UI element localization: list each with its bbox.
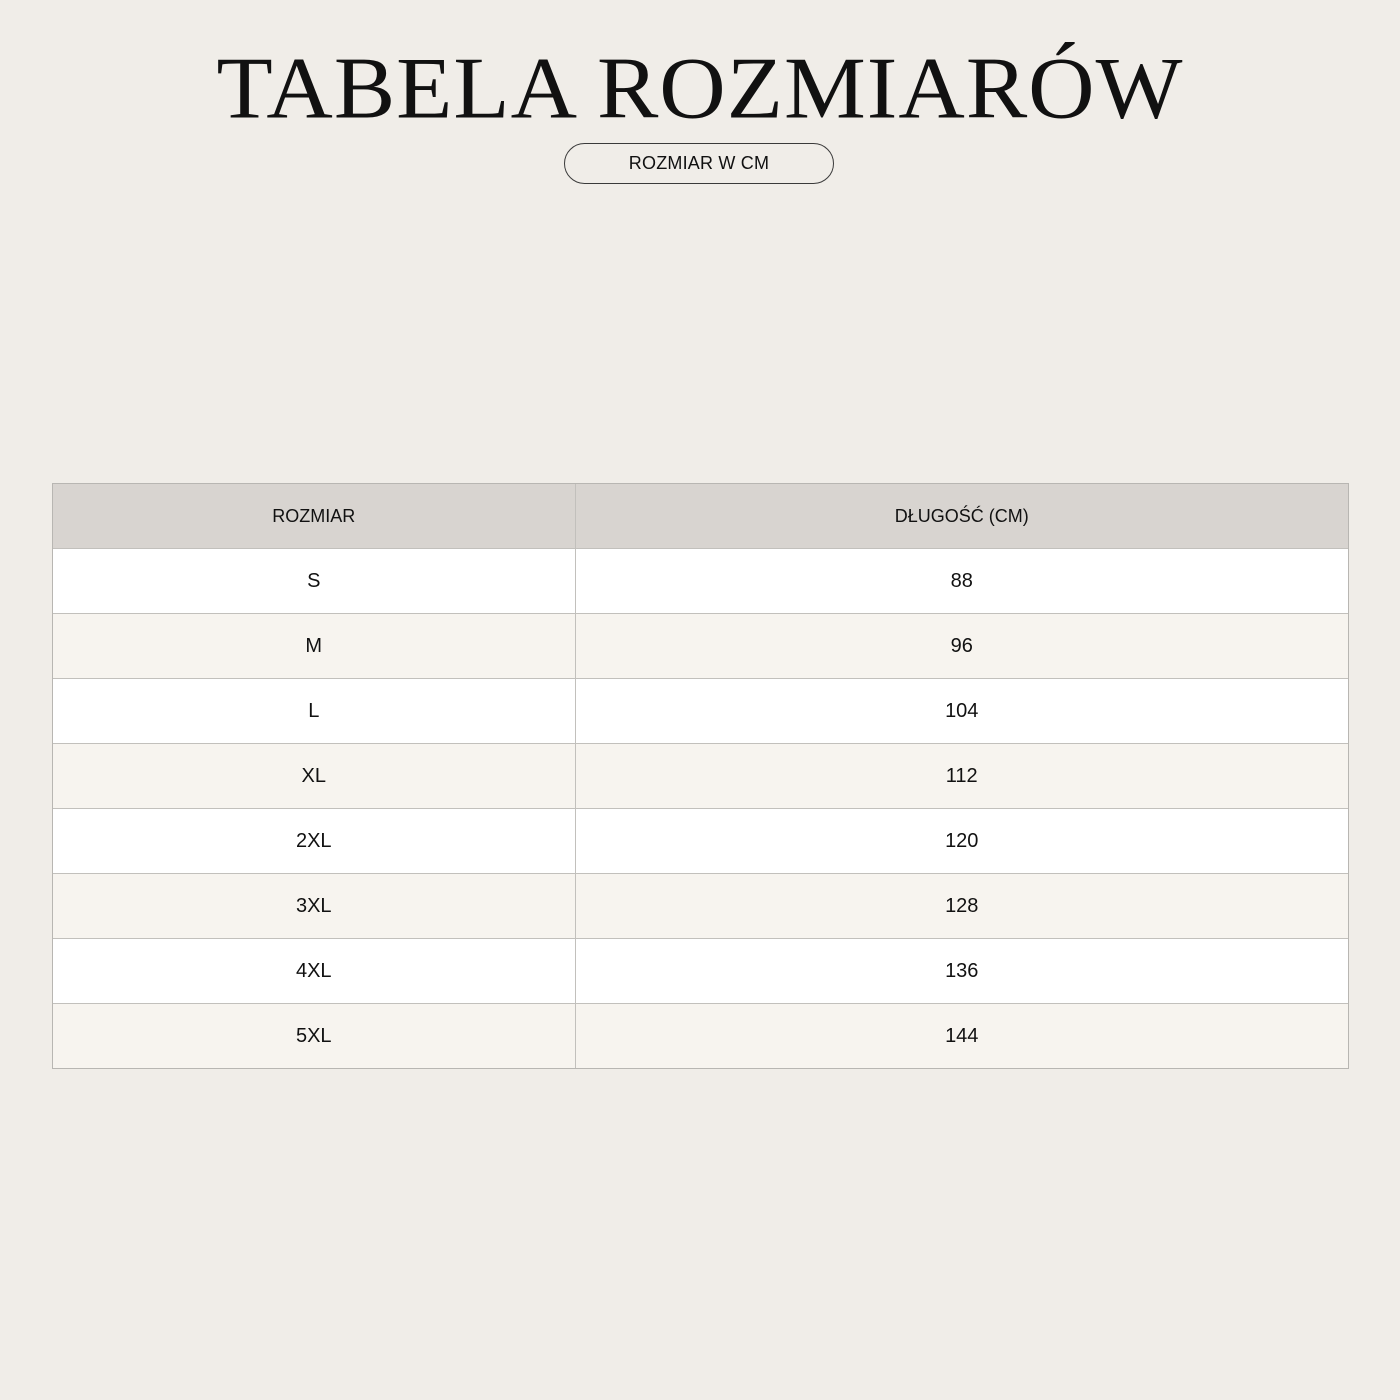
- table-row: [53, 679, 1348, 744]
- size-cell: M: [53, 614, 575, 679]
- size-cell: S: [53, 549, 575, 614]
- size-table: [52, 483, 1349, 1069]
- length-cell: 136: [575, 939, 1348, 1004]
- table-row: [53, 549, 1348, 614]
- table-row: [53, 809, 1348, 874]
- length-cell: 144: [575, 1004, 1348, 1069]
- length-cell: 120: [575, 809, 1348, 874]
- size-cell: 3XL: [53, 874, 575, 939]
- size-cell: 5XL: [53, 1004, 575, 1069]
- unit-badge: ROZMIAR W CM: [564, 143, 834, 184]
- table-row: [53, 744, 1348, 809]
- column-header-size: ROZMIAR: [53, 484, 575, 549]
- length-cell: 112: [575, 744, 1348, 809]
- size-cell: 2XL: [53, 809, 575, 874]
- size-cell: L: [53, 679, 575, 744]
- size-cell: XL: [53, 744, 575, 809]
- table-row: [53, 939, 1348, 1004]
- length-cell: 96: [575, 614, 1348, 679]
- table-row: [53, 614, 1348, 679]
- table-header-row: [53, 484, 1348, 549]
- table-row: [53, 1004, 1348, 1069]
- column-header-length: DŁUGOŚĆ (CM): [575, 484, 1348, 549]
- length-cell: 104: [575, 679, 1348, 744]
- table-row: [53, 874, 1348, 939]
- length-cell: 88: [575, 549, 1348, 614]
- page-title: TABELA ROZMIARÓW: [216, 39, 1184, 137]
- size-cell: 4XL: [53, 939, 575, 1004]
- length-cell: 128: [575, 874, 1348, 939]
